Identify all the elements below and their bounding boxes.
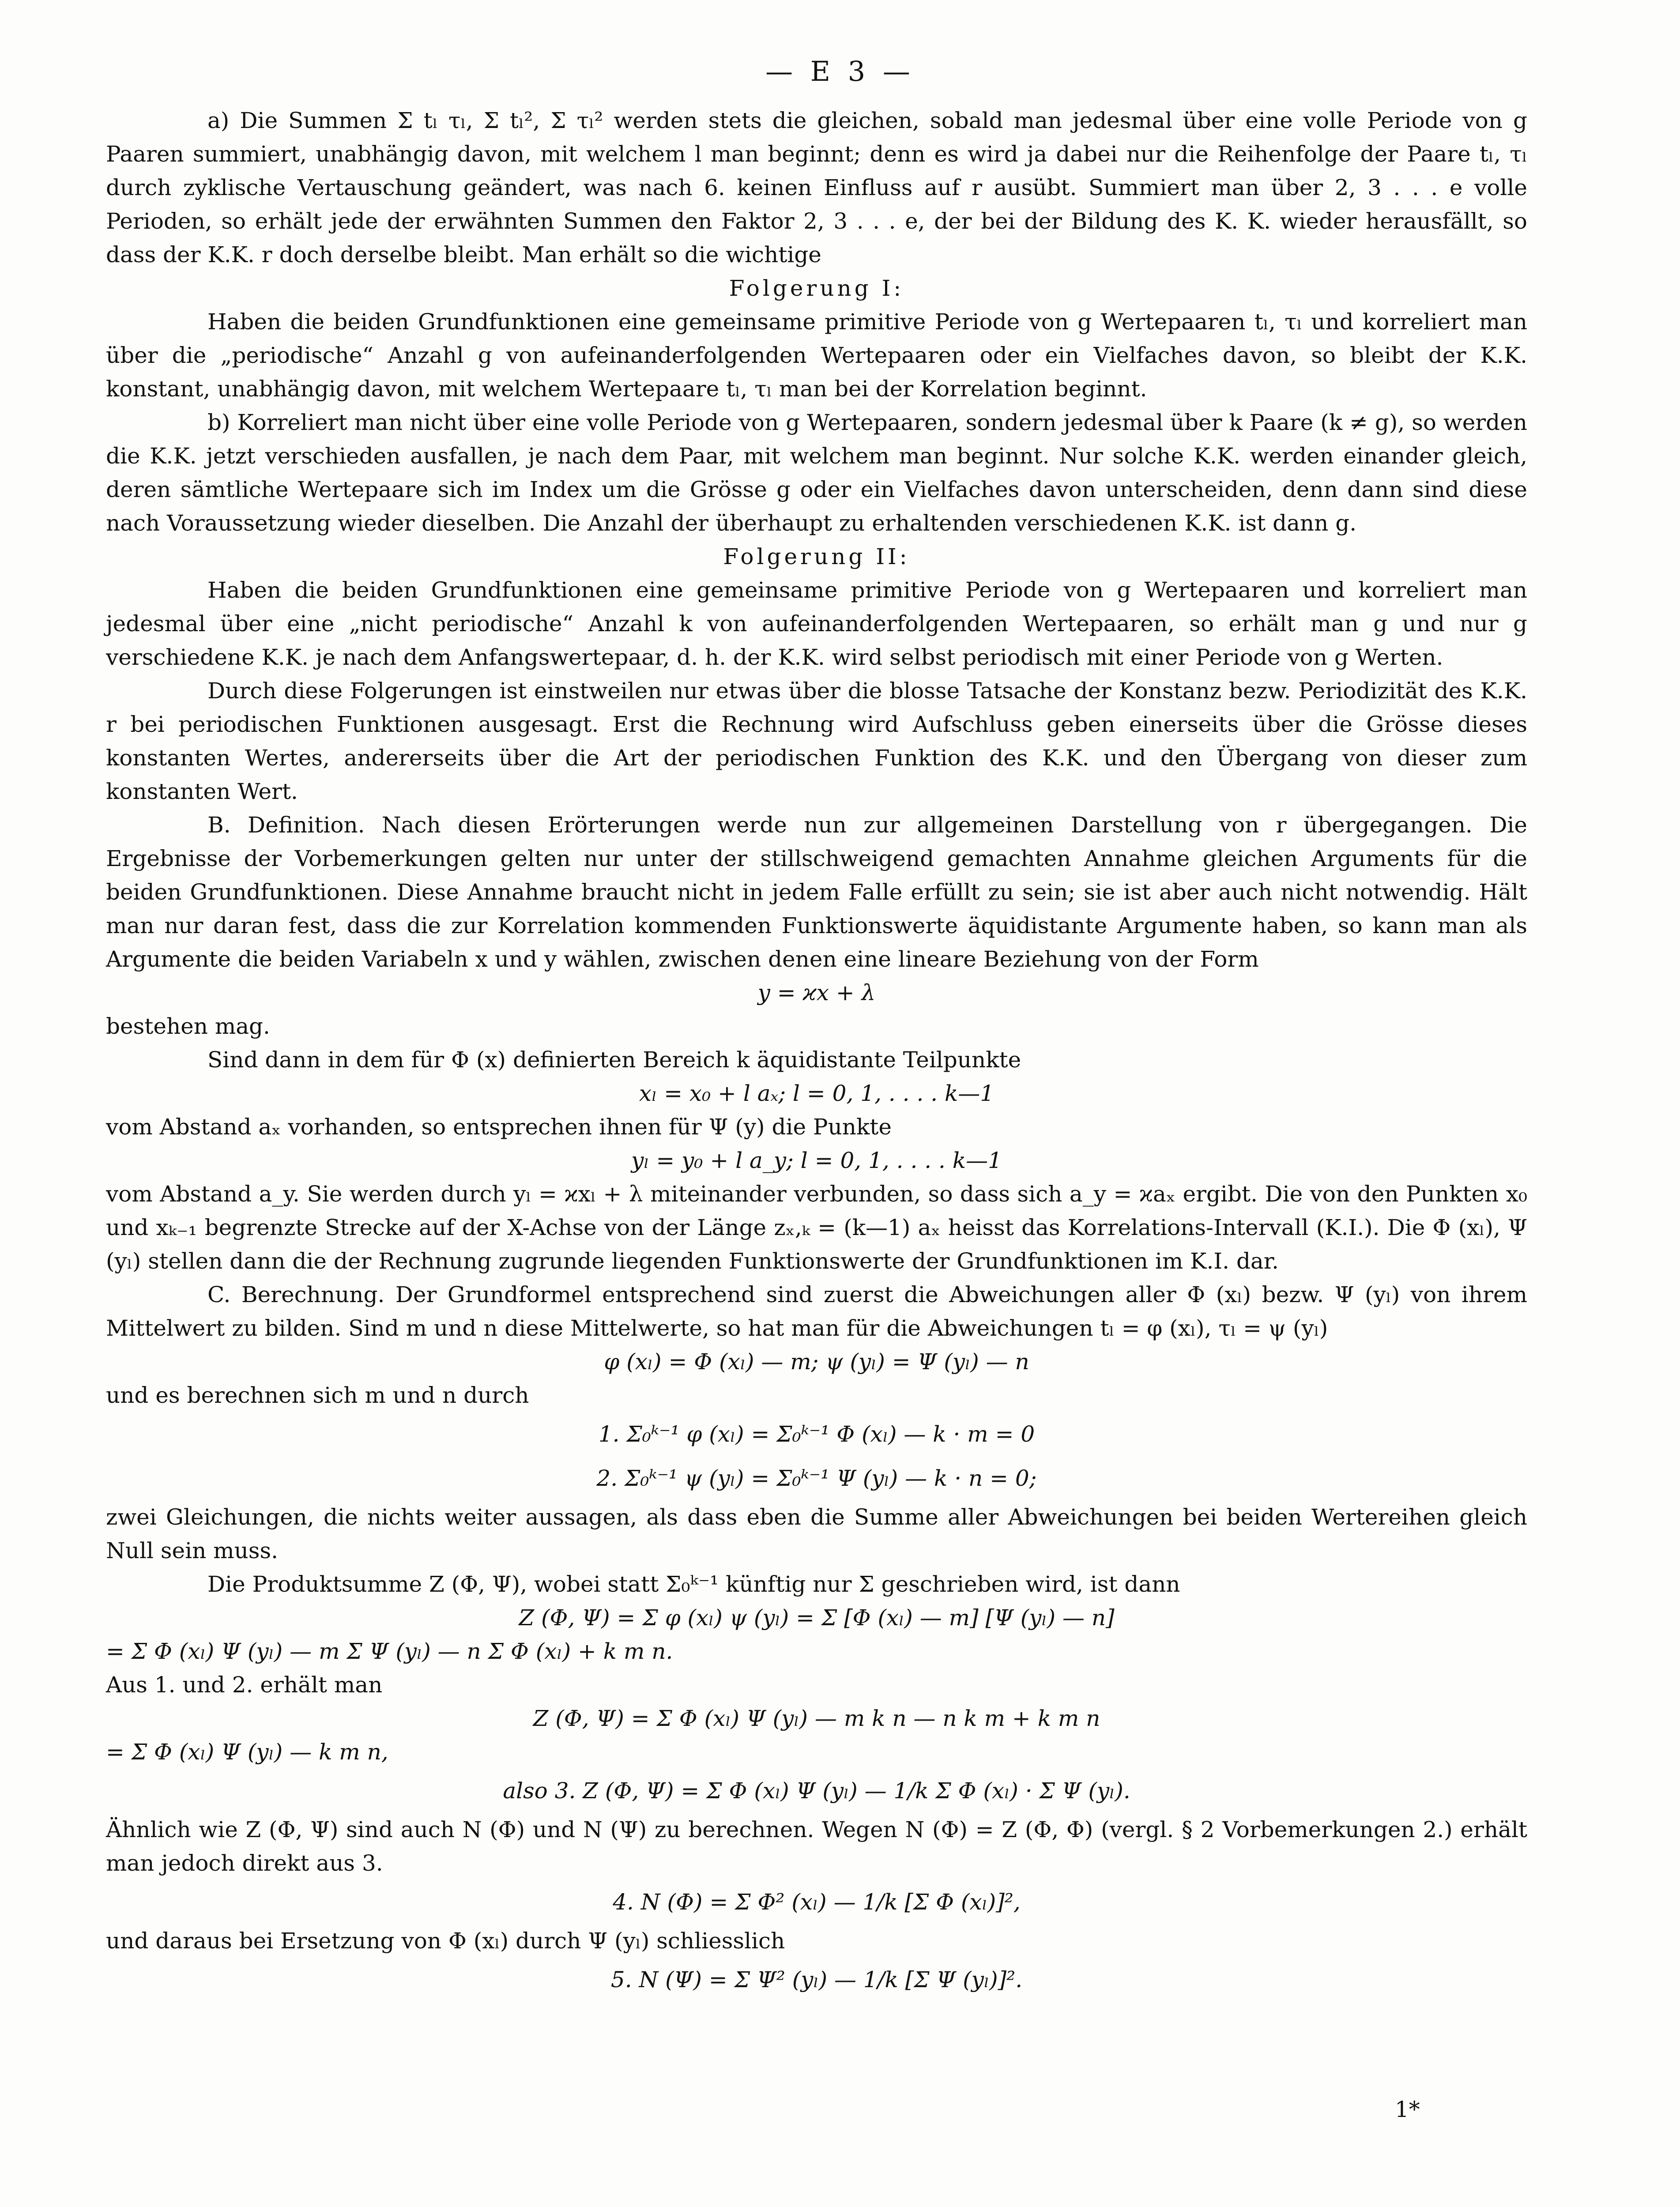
page-number: — E 3 — [765,55,915,87]
equation-linear: y = ϰx + λ [757,980,876,1006]
equation-2: 2. Σ₀ᵏ⁻¹ ψ (yₗ) = Σ₀ᵏ⁻¹ Ψ (yₗ) — k · n = 0; [596,1465,1037,1491]
equation-4: 4. N (Φ) = Σ Φ² (xₗ) — 1/k [Σ Φ (xₗ)]², [613,1889,1021,1915]
equation-z-3: Z (Φ, Ψ) = Σ Φ (xₗ) Ψ (yₗ) — m k n — n k m + k m n [533,1706,1100,1731]
paragraph-definition: B. Definition. Nach diesen Erörterungen werde nun zur allgemeinen Darstellung von r übergegangen. Die Ergebnisse der Vorbemerkungen gelten nur unter der stillschweigend gemachten Annahme gleichen Arguments für die beiden Grundfunktionen. Diese Annahme braucht nicht in jedem Falle erfüllt zu sein; sie ist aber auch nicht notwendig. Hält man nur daran fest, dass die zur Korrelation kommenden Funktionswerte äquidistante Argumente haben, so kann man als Argumente die beiden Variabeln x und y wählen, zwischen denen eine lineare Beziehung von der Form [106,812,1527,972]
paragraph-folgerung-2: Haben die beiden Grundfunktionen eine gemeinsame primitive Periode von g Wertepaaren und korreliert man jedesmal über eine „nicht periodische“ Anzahl k von aufeinanderfolgenden Wertepaaren, so erhält man g und nur g verschiedene K.K. je nach dem Anfangswertepaar, d. h. der K.K. wird selbst periodisch mit einer Periode von g Werten. [106,577,1527,670]
paragraph-sind: Sind dann in dem für Φ (x) definierten Bereich k äquidistante Teilpunkte [207,1047,1021,1073]
equation-x-points: xₗ = x₀ + l aₓ; l = 0, 1, . . . . k—1 [639,1081,994,1106]
equation-z-1: Z (Φ, Ψ) = Σ φ (xₗ) ψ (yₗ) = Σ [Φ (xₗ) — m] [Ψ (yₗ) — n] [519,1605,1115,1631]
paragraph-und: und es berechnen sich m und n durch [106,1382,529,1408]
signature-mark: 1* [1395,2097,1420,2122]
paragraph-a: a) Die Summen Σ tₗ τₗ, Σ tₗ², Σ τₗ² werden stets die gleichen, sobald man jedesmal über eine volle Periode von g Paaren summiert, unabhängig davon, mit welchem l man beginnt; denn es wird ja dabei nur die Reihenfolge der Paare tₗ, τₗ durch zyklische Vertauschung geändert, was nach 6. keinen Einfluss auf r ausübt. Summiert man über 2, 3 . . . e volle Perioden, so erhält jede der erwähnten Summen den Faktor 2, 3 . . . e, der bei der Bildung des K. K. wieder herausfällt, so dass der K.K. r doch derselbe bleibt. Man erhält so die wichtige [106,108,1527,267]
paragraph-folgerung-1: Haben die beiden Grundfunktionen eine gemeinsame primitive Periode von g Wertepaaren tₗ, τₗ und korreliert man über die „periodische“ Anzahl g von aufeinanderfolgenden Wertepaaren oder ein Vielfaches davon, so bleibt der K.K. konstant, unabhängig davon, mit welchem Wertepaare tₗ, τₗ man bei der Korrelation beginnt. [106,309,1527,402]
equation-1: 1. Σ₀ᵏ⁻¹ φ (xₗ) = Σ₀ᵏ⁻¹ Φ (xₗ) — k · m = 0 [598,1421,1035,1447]
paragraph-berechnung: C. Berechnung. Der Grundformel entsprechend sind zuerst die Abweichungen aller Φ (xₗ) bezw. Ψ (yₗ) von ihrem Mittelwert zu bilden. Sind m und n diese Mittelwerte, so hat man für die Abweichungen tₗ = φ (xₗ), τₗ = ψ (yₗ) [106,1282,1527,1341]
paragraph-daraus: und daraus bei Ersetzung von Φ (xₗ) durch Ψ (yₗ) schliesslich [106,1928,785,1954]
paragraph-bestehen: bestehen mag. [106,1013,270,1039]
equation-z-2: = Σ Φ (xₗ) Ψ (yₗ) — m Σ Ψ (yₗ) — n Σ Φ (xₗ) + k m n. [106,1638,673,1664]
equation-deviations: φ (xₗ) = Φ (xₗ) — m; ψ (yₗ) = Ψ (yₗ) — n [604,1349,1029,1375]
article-body [106,104,1527,2002]
paragraph-zwei: zwei Gleichungen, die nichts weiter aussagen, als dass eben die Summe aller Abweichungen bei beiden Wertereihen gleich Null sein muss. [106,1504,1527,1563]
paragraph-durch: Durch diese Folgerungen ist einstweilen nur etwas über die blosse Tatsache der Konstanz bezw. Periodizität des K.K. r bei periodischen Funktionen ausgesagt. Erst die Rechnung wird Aufschluss geben einerseits über die Grösse dieses konstanten Wertes, andererseits über die Art der periodischen Funktion des K.K. und den Übergang von dieser zum konstanten Wert. [106,678,1527,804]
paragraph-aehnlich: Ähnlich wie Z (Φ, Ψ) sind auch N (Φ) und N (Ψ) zu berechnen. Wegen N (Φ) = Z (Φ, Φ) (vergl. § 2 Vorbemerkungen 2.) erhält man jedoch direkt aus 3. [106,1817,1527,1876]
heading-folgerung-2: Folgerung II: [723,544,910,569]
heading-folgerung-1: Folgerung I: [729,275,904,301]
paragraph-vom-2: vom Abstand a_y. Sie werden durch yₗ = ϰxₗ + λ miteinander verbunden, so dass sich a_y = ϰaₓ ergibt. Die von den Punkten x₀ und xₖ₋₁ begrenzte Strecke auf der X-Achse von der Länge zₓ,ₖ = (k—1) aₓ heisst das Korrelations-Intervall (K.I.). Die Φ (xₗ), Ψ (yₗ) stellen dann die der Rechnung zugrunde liegenden Funktionswerte der Grundfunktionen im K.I. dar. [106,1181,1527,1274]
paragraph-vom-1: vom Abstand aₓ vorhanden, so entsprechen ihnen für Ψ (y) die Punkte [106,1114,892,1140]
paragraph-produktsumme: Die Produktsumme Z (Φ, Ψ), wobei statt Σ₀ᵏ⁻¹ künftig nur Σ geschrieben wird, ist dann [207,1571,1180,1597]
paragraph-aus: Aus 1. und 2. erhält man [106,1672,383,1698]
equation-5: 5. N (Ψ) = Σ Ψ² (yₗ) — 1/k [Σ Ψ (yₗ)]². [610,1967,1023,1992]
equation-3: also 3. Z (Φ, Ψ) = Σ Φ (xₗ) Ψ (yₗ) — 1/k Σ Φ (xₗ) · Σ Ψ (yₗ). [503,1778,1130,1804]
equation-z-4: = Σ Φ (xₗ) Ψ (yₗ) — k m n, [106,1739,388,1765]
equation-y-points: yₗ = y₀ + l a_y; l = 0, 1, . . . . k—1 [631,1148,1002,1173]
paragraph-b: b) Korreliert man nicht über eine volle Periode von g Wertepaaren, sondern jedesmal über k Paare (k ≠ g), so werden die K.K. jetzt verschieden ausfallen, je nach dem Paar, mit welchem man beginnt. Nur solche K.K. werden einander gleich, deren sämtliche Wertepaare sich im Index um die Grösse g oder ein Vielfaches davon unterscheiden, denn dann sind diese nach Voraussetzung wieder dieselben. Die Anzahl der überhaupt zu erhaltenden verschiedenen K.K. ist dann g. [106,410,1527,536]
